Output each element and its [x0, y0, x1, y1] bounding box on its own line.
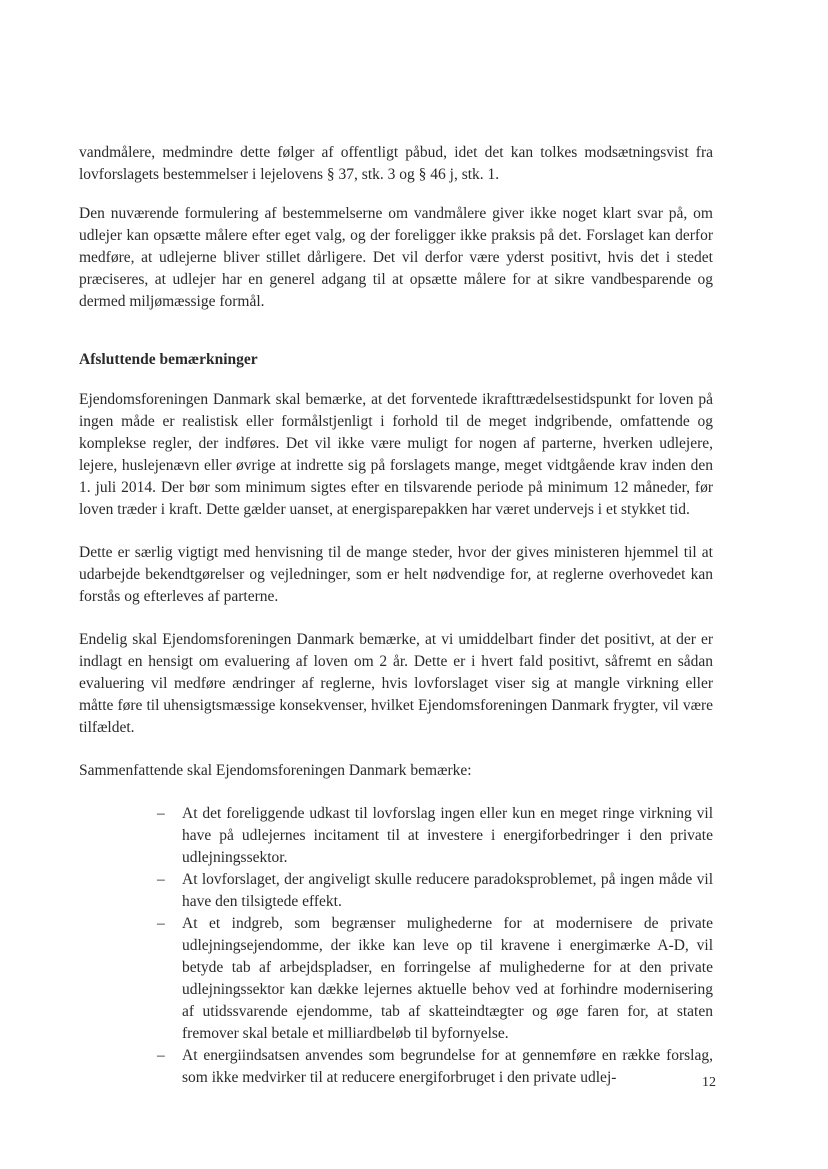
dash-bullet: – [157, 1047, 165, 1064]
list-item [157, 869, 713, 913]
page-number: 12 [702, 1075, 716, 1090]
list-item [157, 1045, 713, 1089]
paragraph-current-wording: Den nuværende formulering af bestemmelserne om vandmålere giver ikke noget klart svar på, om udlejer kan opsætte målere efter eget valg, og der foreligger ikke praksis på det. Forslaget kan derfor medføre, at udlejerne bliver stillet dårligere. Det vil derfor være yderst positivt, hvis det i stedet præciseres, at udlejer har en generel adgang til at opsætte målere for at sikre vandbesparende og dermed miljømæssige formål. [79, 205, 713, 310]
dash-bullet: – [157, 915, 165, 932]
paragraph-ministerial-authority: Dette er særlig vigtigt med henvisning til de mange steder, hvor der gives ministeren hjemmel til at udarbejde bekendtgørelser og vejledninger, som er helt nødvendige for, at reglerne overhovedet kan forstås og efterleves af parterne. [79, 544, 713, 605]
paragraph-summary-intro: Sammenfattende skal Ejendomsforeningen Danmark bemærke: [79, 762, 472, 779]
list-item [157, 913, 713, 1045]
summary-list [79, 803, 713, 1089]
list-item-text: At lovforslaget, der angiveligt skulle reducere paradoksproblemet, på ingen måde vil have den tilsigtede effekt. [182, 871, 713, 910]
section-heading: Afsluttende bemærkninger [79, 351, 258, 368]
list-item-text: At energiindsatsen anvendes som begrundelse for at gennemføre en række forslag, som ikke medvirker til at reducere energiforbruget i den private udlej- [182, 1047, 713, 1086]
list-item-text: At det foreliggende udkast til lovforslag ingen eller kun en meget ringe virkning vil have på udlejernes incitament til at investere i energiforbedringer i den private udlejningssektor. [182, 805, 713, 866]
dash-bullet: – [157, 805, 165, 822]
paragraph-water-meters: vandmålere, medmindre dette følger af offentligt påbud, idet det kan tolkes modsætningsvist fra lovforslagets bestemmelser i lejelovens § 37, stk. 3 og § 46 j, stk. 1. [79, 144, 713, 183]
list-item-text: At et indgreb, som begrænser mulighederne for at modernisere de private udlejningsejendomme, der ikke kan leve op til kravene i energimærke A-D, vil betyde tab af arbejdspladser, en forringelse af mulighederne for at den private udlejningssektor kan dække lejernes aktuelle behov ved at forhindre modernisering af utidssvarende ejendomme, tab af skatteindtægter og øge faren for, at staten fremover skal betale et milliardbeløb til byfornyelse. [182, 915, 713, 1042]
list-item [157, 803, 713, 869]
paragraph-commencement: Ejendomsforeningen Danmark skal bemærke, at det forventede ikrafttrædelsestidspunkt for loven på ingen måde er realistisk eller formålstjenligt i forhold til de meget indgribende, omfattende og komplekse regler, der indføres. Det vil ikke være muligt for nogen af parterne, hverken udlejere, lejere, huslejenævn eller øvrige at indrette sig på forslagets mange, meget vidtgående krav inden den 1. juli 2014. Der bør som minimum sigtes efter en tilsvarende periode på minimum 12 måneder, før loven træder i kraft. Dette gælder uanset, at energisparepakken har været undervejs i et stykket tid. [79, 391, 713, 518]
paragraph-evaluation: Endelig skal Ejendomsforeningen Danmark bemærke, at vi umiddelbart finder det positivt, at der er indlagt en hensigt om evaluering af loven om 2 år. Dette er i hvert fald positivt, såfremt en sådan evaluering vil medføre ændringer af reglerne, hvis lovforslaget viser sig at mangle virkning eller måtte føre til uhensigtsmæssige konsekvenser, hvilket Ejendomsforeningen Danmark frygter, vil være tilfældet. [79, 631, 713, 736]
document-body [79, 142, 713, 1089]
dash-bullet: – [157, 871, 165, 888]
